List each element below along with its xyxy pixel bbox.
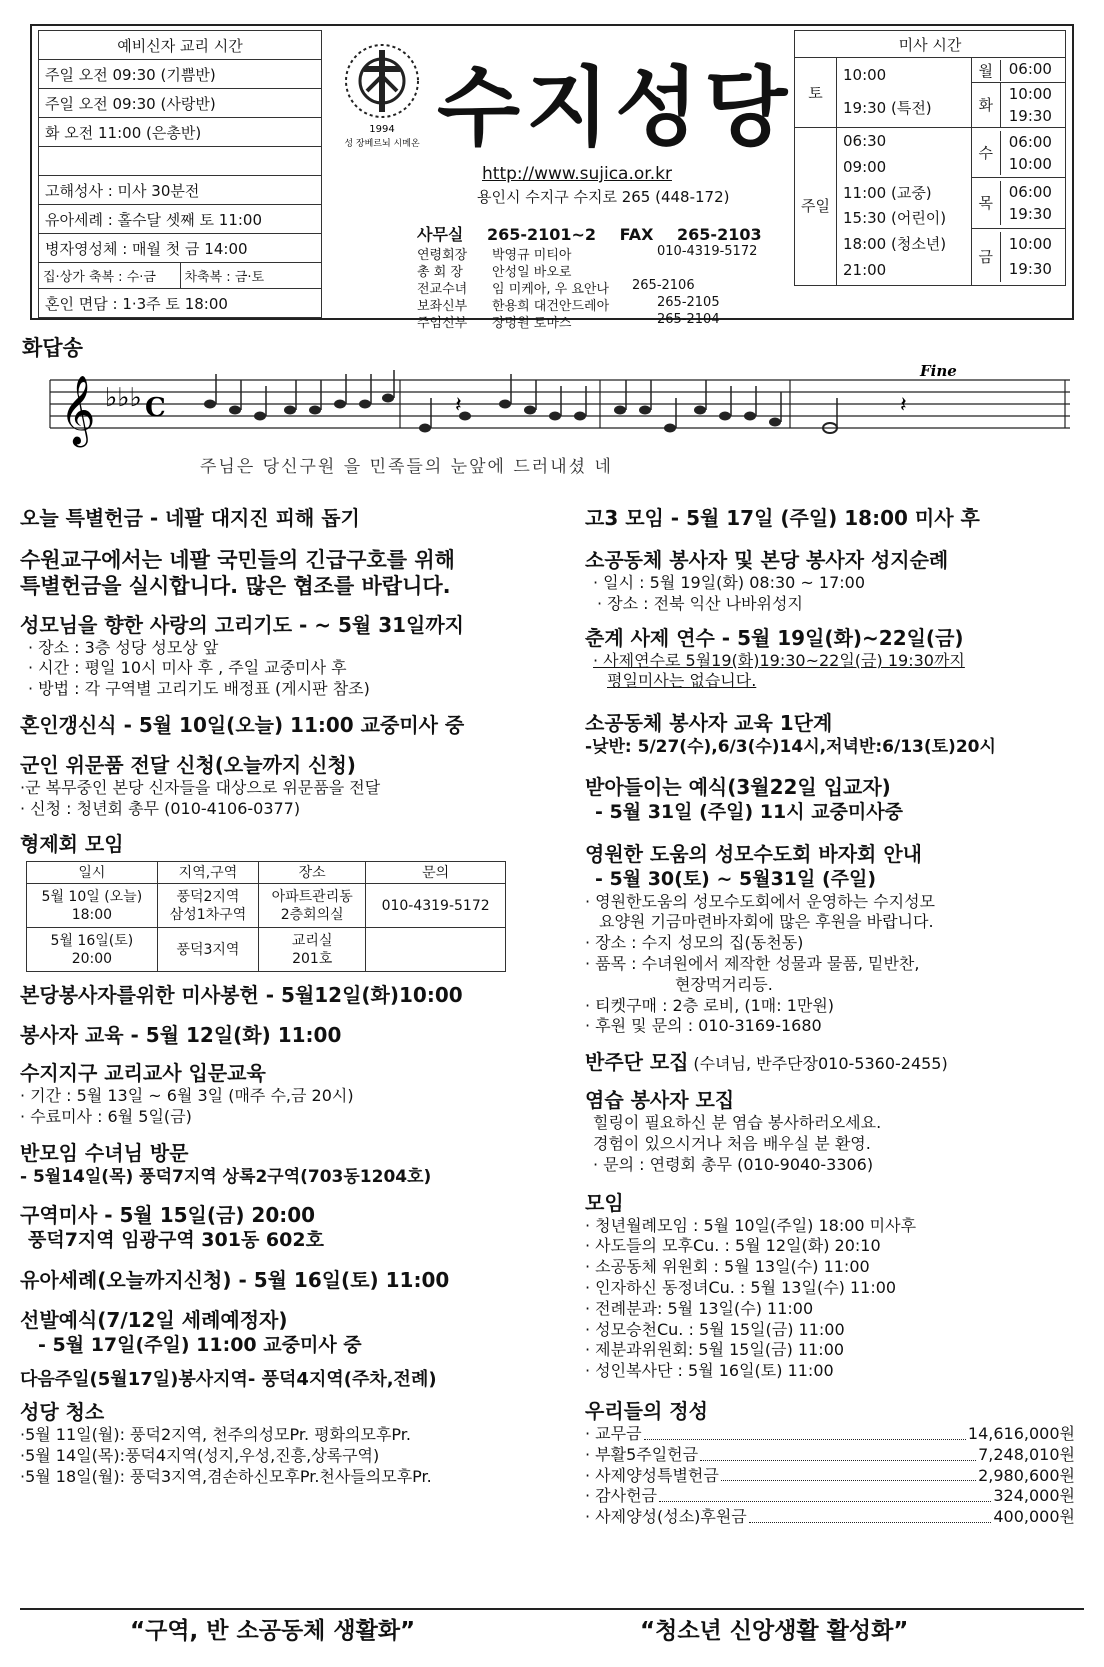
rosary-title: 성모님을 향한 사랑의 고리기도 - ~ 5월 31일까지 — [20, 612, 464, 637]
funeral-recruit-title: 염습 봉사자 모집 — [585, 1088, 735, 1113]
retreat-line: · 사제연수로 5월19(화)19:30~22일(금) 19:30까지 — [593, 650, 965, 670]
table-header: 지역,구역 — [157, 862, 258, 884]
lyrics: 주님은 당신구원 을 민족들의 눈앞에 드러내셨 네 — [200, 457, 613, 477]
mass-time: 09:00 — [842, 157, 887, 176]
mass-time: 21:00 — [842, 260, 887, 279]
mass-time: 19:30 (특전) — [842, 99, 932, 117]
weekday-label: 목 — [972, 181, 1001, 225]
bazaar-line: 현장먹거리등. — [675, 974, 773, 994]
meeting-line: · 제분과위원회: 5월 15일(금) 11:00 — [585, 1340, 845, 1360]
mass-time: 19:30 — [1008, 259, 1052, 278]
mass-time: 18:00 (청소년) — [842, 235, 947, 254]
selection-title: 선발예식(7/12일 세례예정자) — [20, 1307, 288, 1332]
staff-row: 총 회 장 안성일 바오로 — [417, 265, 572, 280]
meeting-line: · 사도들의 모후Cu. : 5월 12일(화) 20:10 — [585, 1236, 881, 1256]
sce-education-title: 소공동체 봉사자 교육 1단계 — [585, 711, 833, 736]
military-line: · 신청 : 청년회 총무 (010-4106-0377) — [20, 798, 301, 818]
rosary-line: · 방법 : 각 구역별 고리기도 배정표 (게시판 참조) — [28, 679, 370, 699]
notes — [204, 394, 781, 433]
mass-time: 06:30 — [842, 132, 887, 150]
left-column — [20, 505, 560, 1487]
saturday-label: 토 — [795, 58, 837, 128]
funeral-line: 힐링이 필요하신 분 염습 봉사하러오세요. — [593, 1113, 882, 1133]
offering-body: 특별헌금을 실시합니다. 많은 협조를 바랍니다. — [20, 574, 451, 599]
mass-time: 06:00 — [1008, 183, 1052, 202]
district-mass-line: 풍덕7지역 임광구역 301동 602호 — [28, 1229, 324, 1252]
confession-info: 고해성사 : 미사 30분전 — [39, 176, 322, 205]
spacer-row — [39, 147, 322, 176]
meeting-line: · 전례분과: 5월 13일(수) 11:00 — [585, 1298, 814, 1318]
brothers-title: 형제회 모임 — [20, 832, 124, 857]
bazaar-line: · 후원 및 문의 : 010-3169-1680 — [585, 1016, 822, 1036]
catechism-row: 주일 오전 09:30 (기쁨반) — [39, 60, 322, 89]
acceptance-title: 받아들이는 예식(3월22일 입교자) — [585, 775, 891, 800]
rest-icon: 𝄽 — [900, 393, 907, 418]
table-header: 일시 — [27, 862, 158, 884]
bazaar-line: · 장소 : 수지 성모의 집(동천동) — [585, 933, 804, 953]
offerings-title: 우리들의 정성 — [585, 1399, 708, 1423]
volunteer-mass: 본당봉사자를위한 미사봉헌 - 5월12일(화)10:00 — [20, 983, 463, 1008]
bazaar-line: 요양원 기금마련바자회에 많은 후원을 바랍니다. — [599, 912, 934, 932]
mass-time: 06:00 — [1008, 59, 1052, 78]
office-contact — [417, 222, 780, 245]
footer-motto-left: “구역, 반 소공동체 생활화” — [130, 1618, 416, 1644]
retreat-title: 춘계 사제 연수 - 5월 19일(화)~22일(금) — [585, 625, 964, 650]
selection-line: - 5월 17일(주일) 11:00 교중미사 중 — [38, 1333, 362, 1356]
infant-baptism: 유아세례(오늘까지신청) - 5월 16일(토) 11:00 — [20, 1267, 450, 1292]
logo-year: 1994 — [369, 124, 395, 135]
footer-motto-right: “청소년 신앙생활 활성화” — [640, 1618, 909, 1644]
staff-row: 연령회장 박영규 미티아 010-4319-5172 — [417, 244, 758, 263]
mass-time: 19:30 — [1008, 205, 1052, 224]
meeting-line: · 성인복사단 : 5월 16일(토) 11:00 — [585, 1361, 834, 1381]
next-week-service: 다음주일(5월17일)봉사지역- 풍덕4지역(주차,전례) — [20, 1368, 437, 1390]
weekday-label: 월 — [972, 60, 1001, 81]
weekday-label: 수 — [972, 131, 1001, 175]
mass-time: 19:30 — [1008, 107, 1052, 125]
meeting-line: · 인자하신 동정녀Cu. : 5월 13일(수) 11:00 — [585, 1278, 897, 1298]
catechist-line: · 수료미사 : 6월 5일(금) — [20, 1107, 192, 1127]
catechism-row: 주일 오전 09:30 (사랑반) — [39, 89, 322, 118]
logo-patron: 성 장베르뇌 시메온 — [344, 139, 420, 149]
offering-row: · 사제양성(성소)후원금 400,000원 — [585, 1507, 1075, 1527]
table-header: 문의 — [366, 862, 506, 884]
common-time-icon: C — [145, 393, 166, 423]
mass-time: 06:00 — [1008, 132, 1052, 151]
offering-row: · 감사헌금 324,000원 — [585, 1486, 1075, 1506]
bazaar-line: · 품목 : 수녀원에서 제작한 성물과 물품, 밑반찬, — [585, 954, 920, 974]
mass-schedule-table — [794, 30, 1066, 286]
brothers-meeting-table — [26, 861, 506, 972]
staff-row: 전교수녀 임 미케아, 우 요안나 265-2106 — [417, 278, 695, 297]
meeting-line: · 소공동체 위원회 : 5월 13일(수) 11:00 — [585, 1257, 870, 1277]
acceptance-line: - 5월 31일 (주일) 11시 교중미사중 — [595, 801, 903, 824]
office-phone: 265-2101~2 — [486, 225, 597, 244]
pilgrimage-line: · 일시 : 5월 19일(화) 08:30 ~ 17:00 — [593, 573, 866, 592]
office-label: 사무실 — [417, 225, 464, 244]
sick-communion-info: 병자영성체 : 매월 첫 금 14:00 — [39, 234, 322, 263]
table-row: 5월 16일(토) 20:00 풍덕3지역 교리실 201호 — [27, 928, 506, 972]
footer-divider — [20, 1608, 1084, 1610]
sunday-label: 주일 — [795, 128, 837, 286]
car-blessing-info: 차축복 : 금·토 — [184, 270, 265, 285]
mass-time: 11:00 (교중) — [842, 183, 932, 202]
mass-title: 미사 시간 — [795, 31, 1066, 58]
district-mass-title: 구역미사 - 5월 15일(금) 20:00 — [20, 1203, 316, 1228]
catechist-line: · 기간 : 5월 13일 ~ 6월 3일 (매주 수,금 20시) — [20, 1086, 354, 1106]
rosary-line: · 장소 : 3층 성당 성모상 앞 — [28, 637, 219, 657]
cleaning-line: ·5월 11일(월): 풍덕2지역, 천주의성모Pr. 평화의모후Pr. — [20, 1424, 411, 1444]
bazaar-line: · 영원한도움의 성모수도회에서 운영하는 수지성모 — [585, 891, 936, 911]
mass-time: 10:00 — [1008, 85, 1052, 103]
bulletin-header — [30, 24, 1074, 331]
music-staff — [40, 360, 1070, 450]
funeral-line: 경험이 있으시거나 처음 배우실 분 환영. — [593, 1134, 871, 1154]
table-header: 장소 — [259, 862, 366, 884]
military-line: ·군 복무중인 본당 신자들을 대상으로 위문품을 전달 — [20, 777, 381, 797]
parish-address: 용인시 수지구 수지로 265 (448-172) — [477, 188, 730, 206]
rest-icon: 𝄽 — [455, 393, 462, 418]
mass-time: 15:30 (어린이) — [842, 209, 947, 228]
meeting-line: · 청년월례모임 : 5월 10일(주일) 18:00 미사후 — [585, 1215, 917, 1235]
sister-visit-title: 반모임 수녀님 방문 — [20, 1141, 189, 1166]
bazaar-line: · 티켓구매 : 2층 로비, (1매: 1만원) — [585, 995, 835, 1015]
home-blessing-info: 집·상가 축복 : 수·금 — [39, 263, 181, 288]
weekday-label: 금 — [972, 232, 1001, 282]
catechism-title: 예비신자 교리 시간 — [39, 31, 322, 60]
offering-body: 수원교구에서는 네팔 국민들의 긴급구호를 위해 — [20, 548, 455, 572]
retreat-line: 평일미사는 없습니다. — [607, 671, 757, 691]
parish-logo-icon — [332, 36, 432, 156]
pilgrimage-line: · 장소 : 전북 익산 나바위성지 — [597, 593, 803, 613]
sce-education-line: -낮반: 5/27(수),6/3(수)14시,저녁반:6/13(토)20시 — [585, 737, 996, 758]
flat-icon: ♭♭♭ — [105, 383, 142, 413]
bazaar-date: - 5월 30(토) ~ 5월31일 (주일) — [595, 867, 877, 890]
fine-mark: Fine — [920, 362, 957, 380]
mass-time: 10:00 — [1008, 154, 1052, 173]
cleaning-title: 성당 청소 — [20, 1399, 105, 1424]
infant-baptism-info: 유아세례 : 홀수달 셋째 토 11:00 — [39, 205, 322, 234]
treble-clef-icon: 𝄞 — [60, 375, 96, 445]
cleaning-line: ·5월 14일(목):풍덕4지역(성지,우성,진흥,상록구역) — [20, 1445, 380, 1465]
military-title: 군인 위문품 전달 신청(오늘까지 신청) — [20, 752, 356, 777]
parish-url[interactable]: http://www.sujica.or.kr — [482, 164, 672, 184]
offering-row: · 부활5주일헌금 7,248,010원 — [585, 1444, 1075, 1464]
offering-title: 오늘 특별헌금 - 네팔 대지진 피해 돕기 — [20, 506, 360, 530]
mass-time: 10:00 — [842, 66, 887, 84]
catechism-schedule-table — [38, 30, 322, 318]
pilgrimage-title: 소공동체 봉사자 및 본당 봉사자 성지순례 — [585, 548, 949, 572]
offering-row: · 사제양성특별헌금 2,980,600원 — [585, 1465, 1075, 1485]
weekday-label: 화 — [972, 83, 1001, 127]
responsorial-title: 화답송 — [22, 336, 83, 360]
staff-row: 주임신부 장명원 토마스 265-2104 — [417, 312, 720, 331]
meetings-title: 모임 — [585, 1190, 624, 1215]
fax-number: 265-2103 — [677, 225, 762, 244]
catechist-title: 수지지구 교리교사 입문교육 — [20, 1061, 266, 1086]
marriage-renewal: 혼인갱신식 - 5월 10일(오늘) 11:00 교중미사 중 — [20, 712, 465, 737]
meeting-line: · 성모승천Cu. : 5월 15일(금) 11:00 — [585, 1319, 845, 1339]
funeral-line: · 문의 : 연령회 총무 (010-9040-3306) — [593, 1154, 874, 1174]
bazaar-title: 영원한 도움의 성모수도회 바자회 안내 — [585, 841, 922, 866]
sister-visit-line: - 5월14일(목) 풍덕7지역 상록2구역(703동1204호) — [20, 1167, 432, 1188]
table-row: 5월 10일 (오늘) 18:00 풍덕2지역 삼성1차구역 아파트관리동 2층회의실 010-4319-5172 — [27, 884, 506, 928]
accompanist-recruit: 반주단 모집 (수녀님, 반주단장010-5360-2455) — [585, 1050, 948, 1075]
staff-row: 보좌신부 한용희 대건안드레아 265-2105 — [417, 295, 720, 314]
volunteer-education: 봉사자 교육 - 5월 12일(화) 11:00 — [20, 1023, 342, 1048]
senior-meeting: 고3 모임 - 5월 17일 (주일) 18:00 미사 후 — [585, 506, 980, 530]
mass-time: 10:00 — [1008, 234, 1052, 253]
right-column — [585, 505, 1085, 1528]
parish-title: 수지성당 — [437, 57, 794, 158]
offering-row: · 교무금 14,616,000원 — [585, 1424, 1075, 1443]
cleaning-line: ·5월 18일(월): 풍덕3지역,겸손하신모후Pr.천사들의모후Pr. — [20, 1466, 432, 1486]
catechism-row: 화 오전 11:00 (은총반) — [39, 118, 322, 147]
fax-label: FAX — [619, 225, 654, 244]
rosary-line: · 시간 : 평일 10시 미사 후 , 주일 교중미사 후 — [28, 658, 347, 678]
marriage-info: 혼인 면담 : 1·3주 토 18:00 — [39, 289, 322, 318]
